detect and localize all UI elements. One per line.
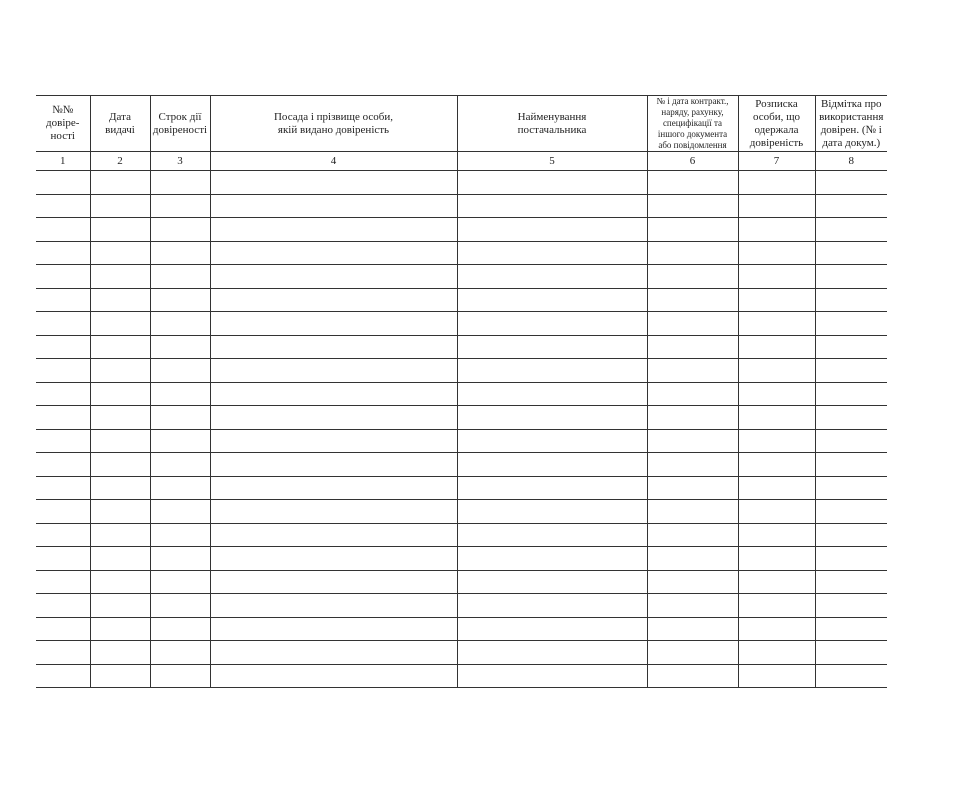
table-cell[interactable] (36, 570, 90, 594)
table-row (36, 617, 887, 641)
table-cell[interactable] (90, 241, 150, 265)
table-cell[interactable] (36, 406, 90, 430)
table-cell[interactable] (90, 617, 150, 641)
table-row (36, 359, 887, 383)
table-cell[interactable] (457, 547, 647, 571)
table-cell[interactable] (815, 453, 887, 477)
table-cell[interactable] (90, 335, 150, 359)
table-cell[interactable] (90, 664, 150, 688)
table-cell[interactable] (150, 664, 210, 688)
table-row (36, 641, 887, 665)
table-cell[interactable] (457, 617, 647, 641)
table-cell[interactable] (647, 218, 738, 242)
table-cell[interactable] (36, 523, 90, 547)
table-cell[interactable] (647, 664, 738, 688)
table-cell[interactable] (815, 476, 887, 500)
header-cell-number: №№ довіре- ності (36, 96, 90, 152)
table-cell[interactable] (647, 476, 738, 500)
table-cell[interactable] (738, 429, 815, 453)
table-cell[interactable] (457, 406, 647, 430)
table-cell[interactable] (738, 664, 815, 688)
table-cell[interactable] (150, 523, 210, 547)
table-cell[interactable] (738, 382, 815, 406)
table-cell[interactable] (90, 288, 150, 312)
table-cell[interactable] (647, 594, 738, 618)
table-cell[interactable] (647, 171, 738, 195)
column-number: 2 (90, 152, 150, 171)
table-cell[interactable] (150, 453, 210, 477)
table-cell[interactable] (210, 594, 457, 618)
table-row (36, 265, 887, 289)
table-cell[interactable] (815, 500, 887, 524)
column-number: 3 (150, 152, 210, 171)
table-cell[interactable] (647, 523, 738, 547)
table-row (36, 594, 887, 618)
table-cell[interactable] (457, 664, 647, 688)
table-cell[interactable] (815, 429, 887, 453)
table-row (36, 523, 887, 547)
table-cell[interactable] (738, 241, 815, 265)
table-cell[interactable] (647, 382, 738, 406)
table-cell[interactable] (36, 500, 90, 524)
table-cell[interactable] (210, 288, 457, 312)
table-cell[interactable] (36, 218, 90, 242)
table-cell[interactable] (90, 594, 150, 618)
table-cell[interactable] (738, 288, 815, 312)
table-cell[interactable] (457, 288, 647, 312)
table-cell[interactable] (90, 523, 150, 547)
table-cell[interactable] (457, 570, 647, 594)
table-cell[interactable] (815, 641, 887, 665)
table-cell[interactable] (210, 241, 457, 265)
table-cell[interactable] (150, 594, 210, 618)
register-table (36, 95, 887, 688)
table-cell[interactable] (150, 617, 210, 641)
table-cell[interactable] (150, 547, 210, 571)
table-cell[interactable] (150, 570, 210, 594)
table-cell[interactable] (90, 500, 150, 524)
table-cell[interactable] (36, 312, 90, 336)
table-cell[interactable] (457, 641, 647, 665)
table-cell[interactable] (647, 500, 738, 524)
header-cell-receipt: Розписка особи, що одержала довіреність (738, 96, 815, 152)
table-cell[interactable] (90, 382, 150, 406)
table-cell[interactable] (457, 194, 647, 218)
table-cell[interactable] (647, 453, 738, 477)
table-cell[interactable] (457, 429, 647, 453)
table-cell[interactable] (815, 382, 887, 406)
table-row (36, 664, 887, 688)
column-number: 8 (815, 152, 887, 171)
table-cell[interactable] (210, 194, 457, 218)
header-cell-validity: Строк дії довіреності (150, 96, 210, 152)
table-row (36, 312, 887, 336)
table-cell[interactable] (457, 312, 647, 336)
table-cell[interactable] (150, 171, 210, 195)
header-cell-issue-date: Дата видачі (90, 96, 150, 152)
table-cell[interactable] (210, 500, 457, 524)
table-cell[interactable] (36, 335, 90, 359)
table-cell[interactable] (647, 288, 738, 312)
table-cell[interactable] (738, 570, 815, 594)
table-row (36, 429, 887, 453)
table-cell[interactable] (210, 453, 457, 477)
table-cell[interactable] (738, 335, 815, 359)
table-row (36, 453, 887, 477)
table-cell[interactable] (815, 406, 887, 430)
table-cell[interactable] (150, 476, 210, 500)
table-cell[interactable] (647, 312, 738, 336)
table-cell[interactable] (210, 476, 457, 500)
table-cell[interactable] (457, 335, 647, 359)
table-row (36, 218, 887, 242)
table-cell[interactable] (647, 429, 738, 453)
table-cell[interactable] (457, 476, 647, 500)
power-of-attorney-register (36, 95, 887, 688)
table-cell[interactable] (815, 547, 887, 571)
table-row (36, 171, 887, 195)
table-cell[interactable] (815, 265, 887, 289)
table-cell[interactable] (738, 594, 815, 618)
column-number: 5 (457, 152, 647, 171)
table-cell[interactable] (815, 288, 887, 312)
table-cell[interactable] (36, 382, 90, 406)
table-cell[interactable] (36, 288, 90, 312)
table-cell[interactable] (647, 641, 738, 665)
table-cell[interactable] (90, 218, 150, 242)
table-cell[interactable] (647, 359, 738, 383)
table-cell[interactable] (647, 617, 738, 641)
table-cell[interactable] (210, 382, 457, 406)
table-cell[interactable] (36, 194, 90, 218)
table-cell[interactable] (36, 547, 90, 571)
table-cell[interactable] (210, 218, 457, 242)
table-cell[interactable] (150, 335, 210, 359)
header-row (36, 96, 887, 152)
column-number: 7 (738, 152, 815, 171)
table-cell[interactable] (457, 523, 647, 547)
table-cell[interactable] (210, 641, 457, 665)
table-cell[interactable] (150, 429, 210, 453)
table-cell[interactable] (210, 617, 457, 641)
table-cell[interactable] (210, 265, 457, 289)
table-row (36, 241, 887, 265)
table-cell[interactable] (647, 547, 738, 571)
table-cell[interactable] (36, 594, 90, 618)
table-cell[interactable] (90, 406, 150, 430)
table-cell[interactable] (738, 312, 815, 336)
header-cell-supplier: Найменування постачальника (457, 96, 647, 152)
table-cell[interactable] (815, 359, 887, 383)
table-cell[interactable] (815, 664, 887, 688)
table-cell[interactable] (90, 265, 150, 289)
table-cell[interactable] (738, 476, 815, 500)
table-cell[interactable] (457, 382, 647, 406)
table-cell[interactable] (647, 570, 738, 594)
table-cell[interactable] (36, 241, 90, 265)
table-cell[interactable] (815, 617, 887, 641)
table-cell[interactable] (150, 218, 210, 242)
table-cell[interactable] (457, 265, 647, 289)
table-row (36, 547, 887, 571)
column-number: 6 (647, 152, 738, 171)
table-cell[interactable] (457, 218, 647, 242)
header-cell-usage-mark: Відмітка про використання довірен. (№ і дата докум.) (815, 96, 887, 152)
table-cell[interactable] (210, 570, 457, 594)
table-row (36, 288, 887, 312)
table-cell[interactable] (815, 312, 887, 336)
table-cell[interactable] (738, 218, 815, 242)
table-cell[interactable] (738, 265, 815, 289)
table-cell[interactable] (457, 453, 647, 477)
table-cell[interactable] (647, 406, 738, 430)
table-cell[interactable] (90, 476, 150, 500)
table-cell[interactable] (647, 335, 738, 359)
table-cell[interactable] (738, 617, 815, 641)
table-cell[interactable] (150, 359, 210, 383)
table-cell[interactable] (457, 241, 647, 265)
table-cell[interactable] (738, 194, 815, 218)
table-cell[interactable] (150, 500, 210, 524)
table-cell[interactable] (815, 241, 887, 265)
table-cell[interactable] (738, 641, 815, 665)
table-cell[interactable] (90, 453, 150, 477)
table-cell[interactable] (738, 359, 815, 383)
table-cell[interactable] (36, 453, 90, 477)
table-cell[interactable] (150, 265, 210, 289)
table-cell[interactable] (90, 547, 150, 571)
table-cell[interactable] (210, 547, 457, 571)
table-cell[interactable] (815, 594, 887, 618)
column-number-row (36, 152, 887, 171)
table-cell[interactable] (210, 664, 457, 688)
table-cell[interactable] (36, 664, 90, 688)
table-cell[interactable] (90, 171, 150, 195)
table-cell[interactable] (738, 500, 815, 524)
table-row (36, 476, 887, 500)
header-cell-document: № і дата контракт., наряду, рахунку, специфікації та іншого документа або повідомлення (647, 96, 738, 152)
table-cell[interactable] (150, 406, 210, 430)
table-cell[interactable] (738, 523, 815, 547)
table-cell[interactable] (815, 194, 887, 218)
table-cell[interactable] (457, 500, 647, 524)
table-cell[interactable] (36, 617, 90, 641)
table-row (36, 194, 887, 218)
table-cell[interactable] (90, 641, 150, 665)
table-cell[interactable] (815, 171, 887, 195)
table-cell[interactable] (90, 312, 150, 336)
table-cell[interactable] (647, 241, 738, 265)
table-cell[interactable] (457, 359, 647, 383)
table-cell[interactable] (647, 194, 738, 218)
table-cell[interactable] (815, 523, 887, 547)
table-cell[interactable] (210, 335, 457, 359)
table-cell[interactable] (90, 194, 150, 218)
table-cell[interactable] (150, 312, 210, 336)
table-cell[interactable] (90, 359, 150, 383)
table-cell[interactable] (90, 429, 150, 453)
table-cell[interactable] (36, 171, 90, 195)
table-row (36, 570, 887, 594)
table-cell[interactable] (90, 570, 150, 594)
table-cell[interactable] (36, 359, 90, 383)
table-cell[interactable] (738, 453, 815, 477)
table-cell[interactable] (815, 570, 887, 594)
table-cell[interactable] (150, 641, 210, 665)
table-cell[interactable] (738, 171, 815, 195)
table-cell[interactable] (210, 312, 457, 336)
table-cell[interactable] (457, 171, 647, 195)
table-row (36, 500, 887, 524)
table-row (36, 382, 887, 406)
table-cell[interactable] (457, 594, 647, 618)
table-cell[interactable] (815, 218, 887, 242)
table-cell[interactable] (36, 429, 90, 453)
table-cell[interactable] (150, 288, 210, 312)
header-cell-recipient: Посада і прізвище особи, якій видано довіреність (210, 96, 457, 152)
table-cell[interactable] (150, 194, 210, 218)
table-cell[interactable] (738, 406, 815, 430)
table-cell[interactable] (815, 335, 887, 359)
table-cell[interactable] (210, 406, 457, 430)
column-number: 4 (210, 152, 457, 171)
table-cell[interactable] (210, 171, 457, 195)
table-cell[interactable] (210, 359, 457, 383)
table-cell[interactable] (36, 265, 90, 289)
table-cell[interactable] (36, 476, 90, 500)
table-cell[interactable] (738, 547, 815, 571)
table-cell[interactable] (36, 641, 90, 665)
table-cell[interactable] (210, 429, 457, 453)
column-number: 1 (36, 152, 90, 171)
table-cell[interactable] (150, 241, 210, 265)
table-cell[interactable] (647, 265, 738, 289)
table-cell[interactable] (150, 382, 210, 406)
table-row (36, 406, 887, 430)
table-cell[interactable] (210, 523, 457, 547)
table-row (36, 335, 887, 359)
